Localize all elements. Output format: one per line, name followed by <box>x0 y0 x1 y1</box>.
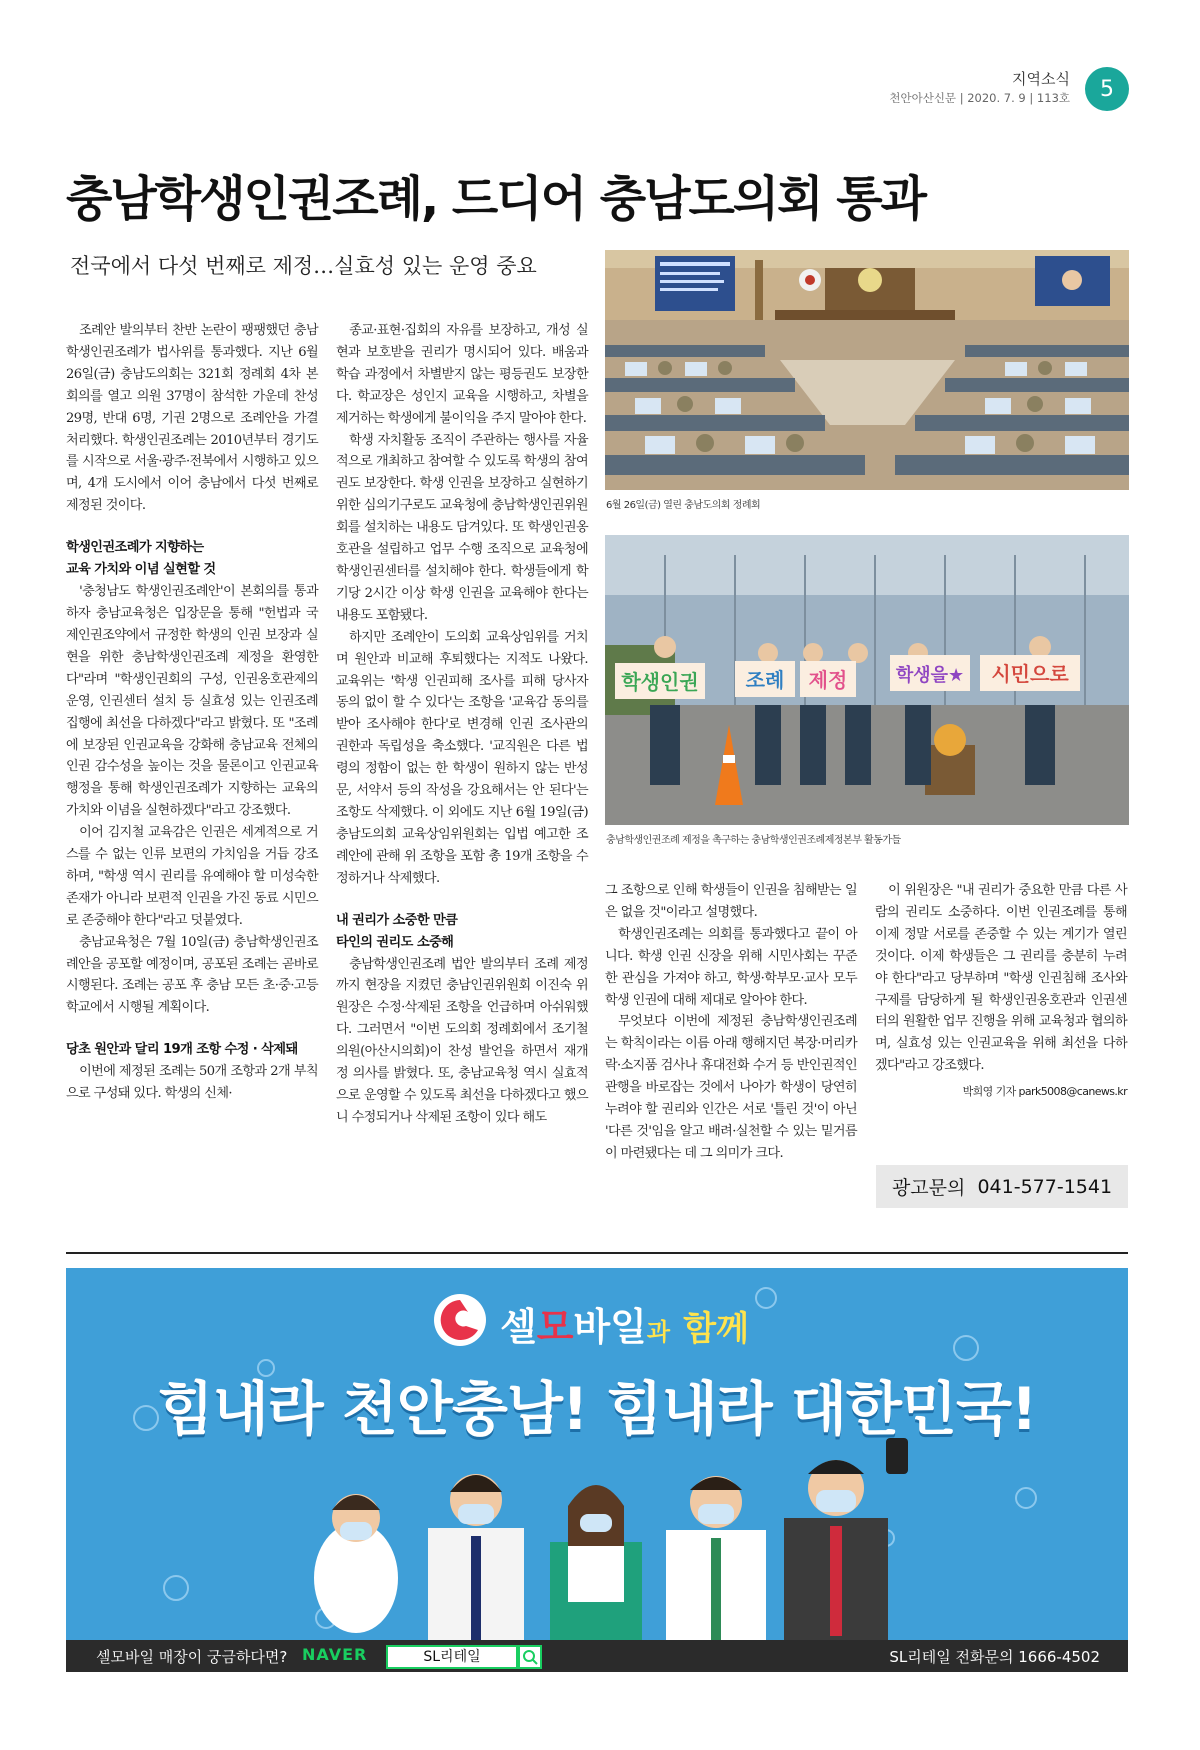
heading-line: 교육 가치와 이념 실현할 것 <box>66 562 216 578</box>
sign-word: 제정 <box>808 668 848 692</box>
paragraph: 하지만 조례안이 도의회 교육상임위를 거치며 원안과 비교해 후퇴했다는 지적도 나왔다. 교육위는 '학생 인권피해 조사를 피해 당사자 동의 없이 할 수 있다'는 조항을 '교육감 동의를 받아 조사해야 한다'로 변경해 인권 조사관의 권한과 독립성을 축소했다. '교직원은 다른 법령의 정함이 없는 한 학생이 원하지 않는 반성문, 서약서 등의 작성을 강요해서는 안 된다'는 조항도 삭제했다. 이 외에도 지난 6월 19일(금) 충남도의회 교육상임위원회는 입법 예고한 조례안에 관해 위 조항을 포함 총 19개 조항을 수정하거나 삭제했다. <box>336 629 588 886</box>
council-chamber-photo <box>605 250 1129 490</box>
ad-inquiry-phone: 041-577-1541 <box>977 1175 1113 1198</box>
paragraph: 학생인권조례는 의회를 통과했다고 끝이 아니다. 학생 인권 신장을 위해 시민사회는 꾸준한 관심을 가져야 하고, 학생·학부모·교사 모두 학생 인권에 대해 제대로 알아야 한다. <box>605 926 857 1008</box>
brand-se: 셀 <box>500 1305 537 1349</box>
section-heading <box>336 910 588 954</box>
brand-logo-icon <box>430 1290 490 1350</box>
heading-line: 타인의 권리도 소중해 <box>336 934 454 950</box>
banner-slogan: 힘내라 천안충남! 힘내라 대한민국! <box>157 1375 1037 1443</box>
naver-logo: NAVER <box>302 1645 368 1664</box>
heading-line: 학생인권조례가 지향하는 <box>66 540 204 556</box>
sign-word: 학생을★ <box>895 665 965 686</box>
paragraph: 이번에 제정된 조례는 50개 조항과 2개 부칙으로 구성돼 있다. 학생의 신체· <box>66 1064 318 1102</box>
photo-caption: 6월 26일(금) 열린 충남도의회 정례회 <box>606 500 761 511</box>
sign-word: 학생인권 <box>621 670 699 694</box>
brand-name <box>500 1296 749 1351</box>
brand-hamkke: 함께 <box>683 1309 749 1349</box>
article-headline: 충남학생인권조례, 드디어 충남도의회 통과 <box>66 171 925 227</box>
paragraph: 그 조항으로 인해 학생들이 인권을 침해받는 일은 없을 것"이라고 설명했다. <box>605 883 857 920</box>
paragraph: 이 위원장은 "내 권리가 중요한 만큼 다른 사람의 권리도 소중하다. 이번 인권조례를 통해 이제 정말 서로를 존중할 수 있는 계기가 열린 것이다. 이제 학생들은 그 권리를 충분히 누려야 한다"라고 당부하며 "학생 인권침해 조사와 구제를 담당하게 될 학생인권옹호관과 인권센터의 원활한 업무 진행을 위해 교육청과 협의하며, 실효성 있는 인권교육을 위해 최선을 다하겠다"라고 강조했다. <box>875 883 1127 1074</box>
article-column-3 <box>605 880 857 1165</box>
paragraph: 학생 자치활동 조직이 주관하는 행사를 자율적으로 개최하고 참여할 수 있도록 학생의 참여권도 보장한다. 학생 인권을 보장하고 실현하기 위한 심의기구로도 교육청에 충남학생인권위원회를 설치하는 내용도 담겨있다. 또 학생인권옹호관을 설립하고 업무 수행 조직으로 교육청에 학생인권센터를 설치해야 한다. 학생들에게 학기당 2시간 이상 학생 인권을 교육해야 한다는 내용도 포함됐다. <box>336 432 588 623</box>
ad-inquiry-box <box>876 1165 1128 1208</box>
brand-bail: 바일 <box>573 1305 647 1349</box>
naver-search-input[interactable]: SL리테일 <box>386 1645 518 1669</box>
search-icon <box>520 1647 540 1667</box>
activists-photo <box>605 535 1129 825</box>
paragraph: 종교·표현·집회의 자유를 보장하고, 개성 실현과 보호받을 권리가 명시되어 있다. 배움과 학습 과정에서 차별받지 않는 평등권도 보장한다. 학교장은 성인지 교육을 시행하고, 차별을 제거하는 학생에게 불이익을 주지 말아야 한다. <box>336 323 588 426</box>
article-column-1 <box>66 320 318 1105</box>
reporter-byline: 박희영 기자 park5008@canews.kr <box>962 1085 1127 1099</box>
heading-line: 내 권리가 소중한 만큼 <box>336 912 458 928</box>
paragraph: '충청남도 학생인권조례안'이 본회의를 통과하자 충남교육청은 입장문을 통해 "헌법과 국제인권조약에서 규정한 학생의 인권 보장과 실현을 위한 충남학생인권조례 제정을 환영한다"라며 "학생인권회의 구성, 인권옹호관제의 운영, 인권센터 설치 등 실효성 있는 인권조례 집행에 최선을 다하겠다"라고 밝혔다. 또 "조례에 보장된 인권교육을 강화해 충남교육 전체의 인권 감수성을 높이는 것을 물론이고 인권교육 행정을 통해 학생인권조례가 지향하는 교육의 가치와 이념을 실현하겠다"라고 강조했다. <box>66 584 318 819</box>
council-chamber-illustration <box>605 250 1129 490</box>
search-button[interactable] <box>518 1645 542 1669</box>
brand-line <box>430 1290 830 1350</box>
section-heading: 당초 원안과 달리 19개 조항 수정 · 삭제돼 <box>66 1042 298 1058</box>
article-subheadline: 전국에서 다섯 번째로 제정…실효성 있는 운영 중요 <box>70 254 537 278</box>
photo-caption: 충남학생인권조례 제정을 촉구하는 충남학생인권조례제정본부 활동가들 <box>606 835 901 846</box>
section-divider <box>66 1252 1128 1254</box>
section-heading <box>66 537 318 581</box>
paragraph: 무엇보다 이번에 제정된 충남학생인권조례는 학칙이라는 이름 아래 행해지던 복장·머리카락·소지품 검사나 휴대전화 수거 등 반인권적인 관행을 바로잡는 것에서 나아가 학생이 당연히 누려야 할 권리와 인간은 서로 '틀린 것'이 아닌 '다른 것'임을 알고 배려·실천할 수 있는 밑거름이 마련됐다는 데 그 의미가 크다. <box>605 1014 857 1161</box>
banner-footer-right: SL리테일 전화문의 1666-4502 <box>889 1648 1100 1666</box>
article-column-2 <box>336 320 588 1129</box>
paragraph: 조례안 발의부터 찬반 논란이 팽팽했던 충남학생인권조례가 법사위를 통과했다. 지난 6월 26일(금) 충남도의회는 321회 정례회 4차 본회의를 열고 의원 37명이 참석한 가운데 찬성 29명, 반대 6명, 기권 2명으로 조례안을 가결 처리했다. 학생인권조례는 2010년부터 경기도를 시작으로 서울·광주·전북에서 시행하고 있으며, 4개 도시에서 이어 충남에서 다섯 번째로 제정된 것이다. <box>66 323 318 514</box>
banner-footer-left: 셀모바일 매장이 궁금하다면? <box>96 1648 288 1666</box>
article-column-4 <box>875 880 1127 1103</box>
brand-gwa: 과 <box>646 1318 671 1346</box>
section-name: 지역소식 <box>1012 70 1070 88</box>
sign-word: 시민으로 <box>991 662 1069 686</box>
page-number-badge <box>1085 67 1129 111</box>
page-number: 5 <box>1100 76 1114 102</box>
activists-illustration <box>605 535 1129 825</box>
brand-mo: 모 <box>536 1305 574 1349</box>
paragraph: 이어 김지철 교육감은 인권은 세계적으로 거스를 수 없는 인류 보편의 가치임을 거듭 강조하며, "학생 역시 권리를 유예해야 할 미성숙한 존재가 아니라 보편적 인권을 가진 동료 시민으로 존중해야 한다"라고 덧붙였다. <box>66 825 318 928</box>
ad-inquiry-label: 광고문의 <box>891 1177 966 1199</box>
paragraph: 충남교육청은 7월 10일(금) 충남학생인권조례안을 공포할 예정이며, 공포된 조례는 곧바로 시행된다. 조례는 공포 후 충남 모든 초·중·고등학교에서 시행될 계획이다. <box>66 934 318 1016</box>
paragraph: 충남학생인권조례 법안 발의부터 조례 제정까지 현장을 지켰던 충남인권위원회 이진숙 위원장은 수정·삭제된 조항을 언급하며 아쉬워했다. 그러면서 "이번 도의회 정례회에서 조기철 의원(아산시의회)이 찬성 발언을 하면서 재개정 의사를 밝혔다. 또, 충남교육청 역시 실효적으로 운영할 수 있도록 최선을 다하겠다고 했으니 수정되거나 삭제된 조항이 있다 해도 <box>336 956 588 1125</box>
issue-info: 천안아산신문 | 2020. 7. 9 | 113호 <box>889 91 1070 105</box>
sign-word: 조례 <box>745 668 785 692</box>
